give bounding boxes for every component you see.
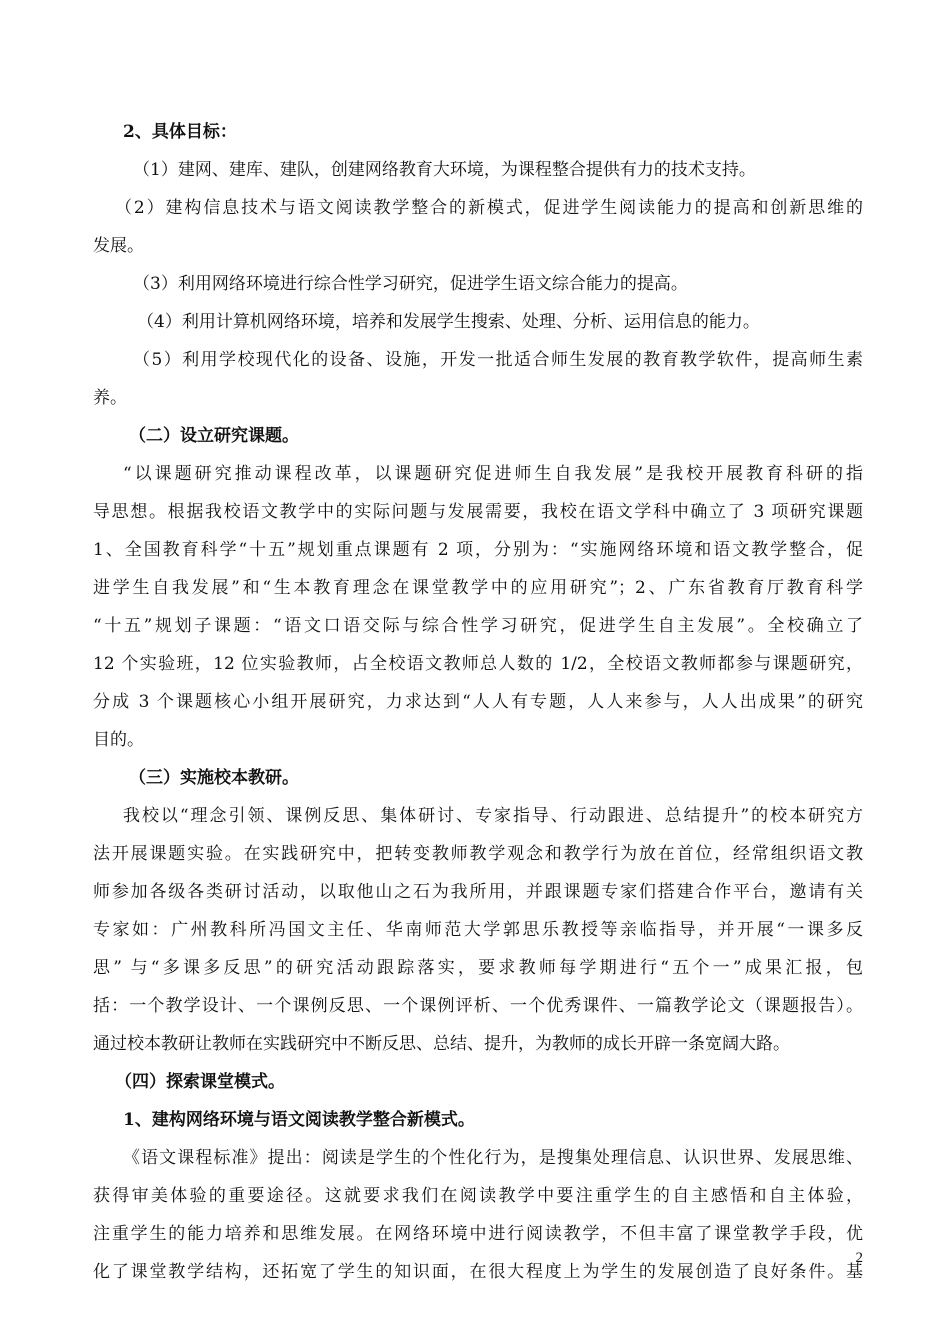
- subheading-reading-model: 1、建构网络环境与语文阅读教学整合新模式。: [123, 1110, 475, 1130]
- page-number: 2: [855, 1250, 863, 1266]
- paragraph-line: 思” 与“多课多反思”的研究活动跟踪落实，要求教师每学期进行“五个一”成果汇报，包: [93, 958, 863, 978]
- goal-item-3: （3）利用网络环境进行综合性学习研究，促进学生语文综合能力的提高。: [133, 274, 688, 294]
- paragraph-line: 括：一个教学设计、一个课例反思、一个课例评析、一个优秀课件、一篇教学论文（课题报告）。: [93, 996, 863, 1016]
- paragraph-line: 注重学生的能力培养和思维发展。在网络环境中进行阅读教学，不但丰富了课堂教学手段，优: [93, 1224, 863, 1244]
- paragraph-line: “以课题研究推动课程改革，以课题研究促进师生自我发展”是我校开展教育科研的指: [123, 464, 863, 484]
- goal-item-1: （1）建网、建库、建队，创建网络教育大环境，为课程整合提供有力的技术支持。: [133, 160, 756, 180]
- paragraph-line: 12 个实验班，12 位实验教师，占全校语文教师总人数的 1/2，全校语文教师都参与课题研究，: [93, 654, 863, 674]
- goal-item-5: （5）利用学校现代化的设备、设施，开发一批适合师生发展的教育教学软件，提高师生素: [133, 350, 863, 370]
- document-page: [93, 113, 863, 1291]
- heading-school-research: （三）实施校本教研。: [129, 768, 299, 788]
- goal-item-2-cont: 发展。: [93, 236, 144, 256]
- goal-item-2: （2）建构信息技术与语文阅读教学整合的新模式，促进学生阅读能力的提高和创新思维的: [115, 198, 863, 218]
- heading-specific-goals: 2、具体目标：: [123, 122, 237, 142]
- paragraph-line: 通过校本教研让教师在实践研究中不断反思、总结、提升，为教师的成长开辟一条宽阔大路。: [93, 1034, 790, 1054]
- paragraph-line: 专家如：广州教科所冯国文主任、华南师范大学郭思乐教授等亲临指导，并开展“一课多反: [93, 920, 863, 940]
- paragraph-line: 目的。: [93, 730, 144, 750]
- paragraph-line: 进学生自我发展”和“生本教育理念在课堂教学中的应用研究”；2、广东省教育厅教育科学: [93, 578, 863, 598]
- paragraph-line: 分成 3 个课题核心小组开展研究，力求达到“人人有专题，人人来参与，人人出成果”的研究: [93, 692, 863, 712]
- heading-classroom-model: （四）探索课堂模式。: [115, 1072, 285, 1092]
- goal-item-5-cont: 养。: [93, 388, 127, 408]
- goal-item-4: （4）利用计算机网络环境，培养和发展学生搜索、处理、分析、运用信息的能力。: [137, 312, 760, 332]
- paragraph-line: 《语文课程标准》提出：阅读是学生的个性化行为，是搜集处理信息、认识世界、发展思维、: [123, 1148, 863, 1168]
- paragraph-line: 师参加各级各类研讨活动，以取他山之石为我所用，并跟课题专家们搭建合作平台，邀请有关: [93, 882, 863, 902]
- paragraph-line: 化了课堂教学结构，还拓宽了学生的知识面，在很大程度上为学生的发展创造了良好条件。基: [93, 1262, 863, 1282]
- paragraph-line: 导思想。根据我校语文教学中的实际问题与发展需要，我校在语文学科中确立了 3 项研究课题: [93, 502, 863, 522]
- paragraph-line: 法开展课题实验。在实践研究中，把转变教师教学观念和教学行为放在首位，经常组织语文教: [93, 844, 863, 864]
- paragraph-line: “十五”规划子课题：“语文口语交际与综合性学习研究，促进学生自主发展”。全校确立了: [93, 616, 863, 636]
- heading-research-topics: （二）设立研究课题。: [129, 426, 299, 446]
- paragraph-line: 我校以“理念引领、课例反思、集体研讨、专家指导、行动跟进、总结提升”的校本研究方: [123, 806, 863, 826]
- paragraph-line: 获得审美体验的重要途径。这就要求我们在阅读教学中要注重学生的自主感悟和自主体验，: [93, 1186, 863, 1206]
- paragraph-line: 1、全国教育科学“十五”规划重点课题有 2 项，分别为：“实施网络环境和语文教学整合，促: [93, 540, 863, 560]
